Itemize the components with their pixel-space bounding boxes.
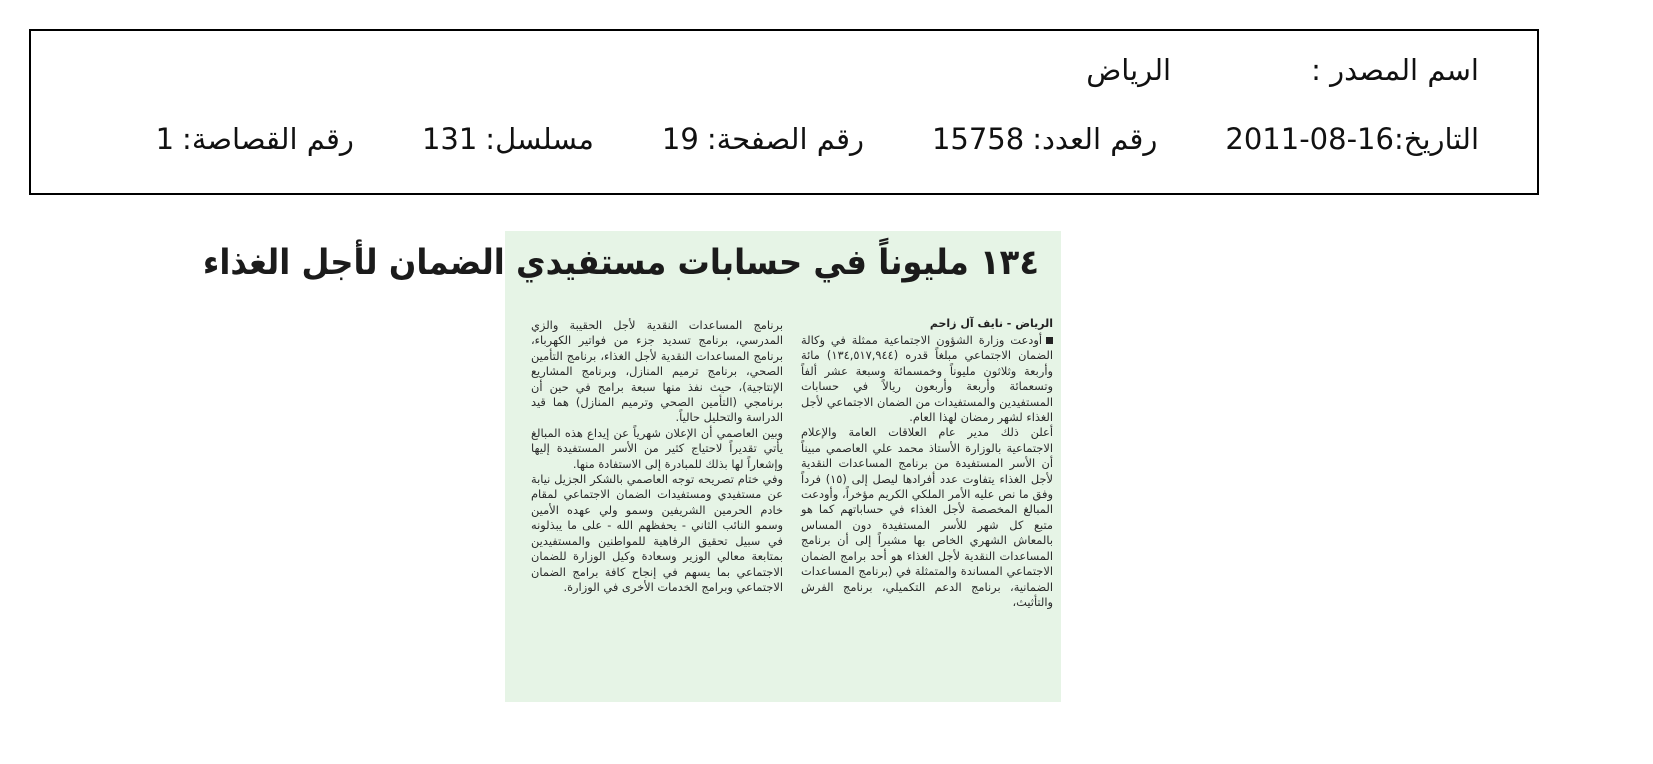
issue-value: 15758 (931, 122, 1025, 156)
article-headline: ١٣٤ مليوناً في حسابات مستفيدي الضمان لأجل الغذاء (202, 243, 1039, 283)
article-byline: الرياض - نايف آل زاحم (929, 317, 1053, 330)
article-column-right (801, 333, 1053, 610)
bullet-icon (1046, 337, 1053, 344)
paragraph: وبين العاصمي أن الإعلان شهرياً عن إيداع هذه المبالغ يأتي تقديراً لاحتياج كثير من الأسر المستفيدة إليها وإشعاراً لها بذلك للمبادرة إلى الاستفادة منها. (531, 425, 783, 471)
paragraph: أعلن ذلك مدير عام العلاقات العامة والإعلام الاجتماعية بالوزارة الأستاذ محمد علي العاصمي مبيناً أن الأسر المستفيدة من برنامج المساعدات النقدية لأجل الغذاء يتفاوت عدد أفرادها ليصل إلى (١٥) فرداً وفق ما نص عليه الأمر الملكي الكريم مؤخراً، وأودعت المبالغ المخصصة لأجل الغذاء في حساباتهم كما هو متبع كل شهر للأسر المستفيدة دون المساس بالمعاش الشهري الخاص بها مشيراً إلى أن برنامج المساعدات النقدية لأجل الغذاء هو أحد برامج الضمان الاجتماعي المساندة والمتمثلة في (برنامج المساعدات الضمانية، برنامج الدعم التكميلي، برنامج الفرش والتأثيث، (801, 425, 1053, 609)
article-column-left (531, 318, 783, 595)
paragraph: وفي ختام تصريحه توجه العاصمي بالشكر الجزيل نيابة عن مستفيدي ومستفيدات الضمان الاجتماعي لمقام خادم الحرمين الشريفين وسمو ولي عهده الأمين وسمو النائب الثاني - يحفظهم الله - على ما يبذلونه في سبيل تحقيق الرفاهية للمواطنين والمستفيدين بمتابعة معالي الوزير وسعادة وكيل الوزارة للضمان الاجتماعي بما يسهم في إنجاح كافة برامج الضمان الاجتماعي وبرامج الخدمات الأخرى في الوزارة. (531, 472, 783, 594)
clip-value: 1 (155, 122, 175, 156)
paragraph: برنامج المساعدات النقدية لأجل الحقيبة والزي المدرسي، برنامج تسديد جزء من فواتير الكهرباء، برنامج المساعدات النقدية لأجل الغذاء، برنامج التأمين الصحي، برنامج ترميم المنازل، وبرنامج المشاريع الإنتاجية)، حيث نفذ منها سبعة برامج في حين أن برنامجي (التأمين الصحي وترميم المنازل) هما قيد الدراسة والتحليل حالياً. (531, 318, 783, 425)
source-label: اسم المصدر : (1311, 53, 1479, 87)
newspaper-clipping (202, 231, 1061, 702)
serial-label: مسلسل: (485, 122, 594, 156)
paragraph: أودعت وزارة الشؤون الاجتماعية ممثلة في وكالة الضمان الاجتماعي مبلغاً قدره (١٣٤,٥١٧,٩٤٤) مائة وأربعة وثلاثون مليوناً وخمسمائة وسبعة عشر ألفاً وتسعمائة وأربعة وأربعون ريالاً في حسابات المستفيدين والمستفيدات من الضمان الاجتماعي لأجل الغذاء لشهر رمضان لهذا العام. (801, 333, 1054, 425)
page-label: رقم الصفحة: (706, 122, 864, 156)
clipping-info-box (29, 29, 1539, 195)
details-line (156, 122, 1479, 156)
issue-label: رقم العدد: (1032, 122, 1158, 156)
date-value: 2011-08-16 (1225, 122, 1394, 156)
serial-value: 131 (421, 122, 478, 156)
date-label: التاريخ: (1393, 122, 1479, 156)
clip-label: رقم القصاصة: (182, 122, 354, 156)
source-line (1086, 53, 1479, 87)
page-value: 19 (661, 122, 699, 156)
source-value: الرياض (1086, 53, 1172, 87)
